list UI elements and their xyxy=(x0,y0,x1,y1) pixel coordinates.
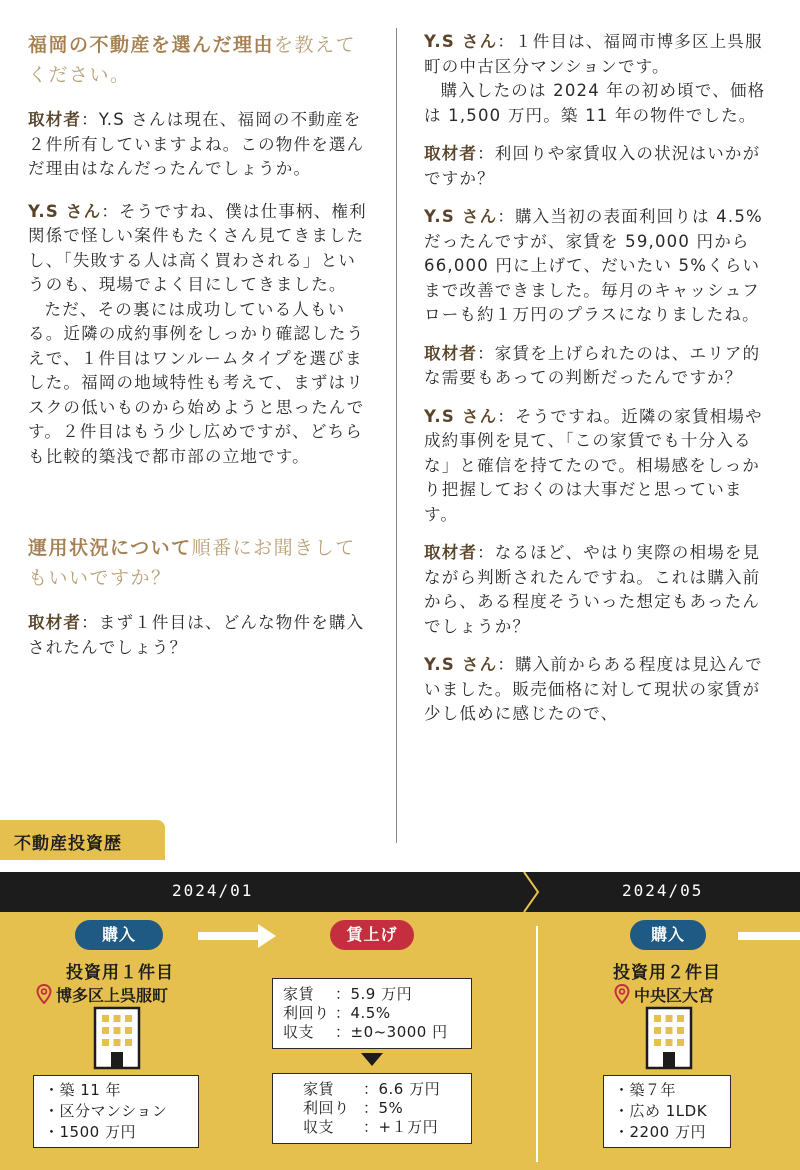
interview-answer-continued: 購入したのは 2024 年の初め頃で、価格は 1,500 万円。築 11 年の物件でした。 xyxy=(424,81,766,125)
interview-question: 取材者：家賃を上げられたのは、エリア的な需要もあっての判断だったんですか？ xyxy=(424,343,761,387)
rent-after-box: 家賃 ：6.6 万円 利回り ：5% 収支 ：+１万円 xyxy=(272,1073,472,1144)
rent-before-box: 家賃 ：5.9 万円 利回り ：4.5% 収支 ：±0~3000 円 xyxy=(272,978,472,1049)
building-icon xyxy=(92,1006,142,1070)
interview-answer: Y.S さん：購入前からある程度は見込んでいました。販売価格に対して現状の家賃が少し低めに感じたので、 xyxy=(424,655,763,723)
left-column xyxy=(28,30,370,660)
arrow-right-icon xyxy=(738,928,800,944)
building-icon xyxy=(644,1006,694,1070)
arrow-right-icon xyxy=(198,928,278,944)
property-title: 投資用１件目 xyxy=(66,963,174,983)
interview-question: 取材者：なるほど、やはり実際の相場を見ながら判断されたんですね。これは購入前から、ある程度そういった想定もあったんでしょうか？ xyxy=(424,543,761,636)
interview-answer: Y.S さん：購入当初の表面利回りは 4.5%だったんですが、家賃を 59,000 円から 66,000 円に上げて、だいたい 5%くらいまで改善できました。毎月のキャッシュフローも約１万円のプラスになりましたね。 xyxy=(424,207,763,324)
interview-question: 取材者：まず１件目は、どんな物件を購入されたんでしょう？ xyxy=(28,613,365,657)
timeline-date-bar xyxy=(0,872,800,912)
property-location: 博多区上呉服町 xyxy=(36,983,168,1006)
investment-history-tab: 不動産投資歴 xyxy=(0,820,165,860)
interview-answer: Y.S さん：１件目は、福岡市博多区上呉服町の中古区分マンションです。 xyxy=(424,32,763,76)
purchase-badge: 購入 xyxy=(75,920,163,950)
column-divider xyxy=(396,28,397,843)
interview-answer: Y.S さん：そうですね。近隣の家賃相場や成約事例を見て、「この家賃でも十分入るな」と確信を持てたので。相場感をしっかり把握しておくのは大事だと思っています。 xyxy=(424,406,763,524)
purchase-badge: 購入 xyxy=(630,920,706,950)
interview-question: 取材者：Y.S さんは現在、福岡の不動産を２件所有していますよね。この物件を選んだ理由はなんだったんでしょうか。 xyxy=(28,110,365,178)
timeline-date: 2024/05 xyxy=(622,881,704,900)
right-column xyxy=(424,30,776,727)
chevron-right-icon xyxy=(522,872,542,912)
property-details: ・築７年 ・広め 1LDK ・2200 万円 xyxy=(603,1075,731,1148)
timeline-separator xyxy=(536,926,538,1162)
property-location: 中央区大宮 xyxy=(614,983,714,1006)
timeline-date: 2024/01 xyxy=(172,881,254,900)
rent-raise-badge: 賃上げ xyxy=(330,920,414,950)
section-heading-reason: 福岡の不動産を選んだ理由を教えてください。 xyxy=(28,34,357,86)
down-triangle-icon xyxy=(361,1053,383,1066)
property-details: ・築 11 年 ・区分マンション ・1500 万円 xyxy=(33,1075,199,1148)
section-heading-operation: 運用状況について順番にお聞きしてもいいですか？ xyxy=(28,537,356,589)
location-pin-icon xyxy=(36,984,52,1004)
location-pin-icon xyxy=(614,984,630,1004)
property-title: 投資用２件目 xyxy=(613,963,721,983)
interview-answer: Y.S さん：そうですね、僕は仕事柄、権利関係で怪しい案件もたくさん見てきましたし、「失敗する人は高く買わされる」というのも、現場でよく目にしてきました。 xyxy=(28,201,367,294)
interview-answer-continued: ただ、その裏には成功している人もいる。近隣の成約事例をしっかり確認したうえで、１件目はワンルームタイプを選びました。福岡の地域特性も考えて、まずはリスクの低いものから始めようと思ったんです。２件目はもう少し広めですが、どちらも比較的築浅で都市部の立地です。 xyxy=(28,299,365,466)
interview-question: 取材者：利回りや家賃収入の状況はいかがですか？ xyxy=(424,144,761,188)
